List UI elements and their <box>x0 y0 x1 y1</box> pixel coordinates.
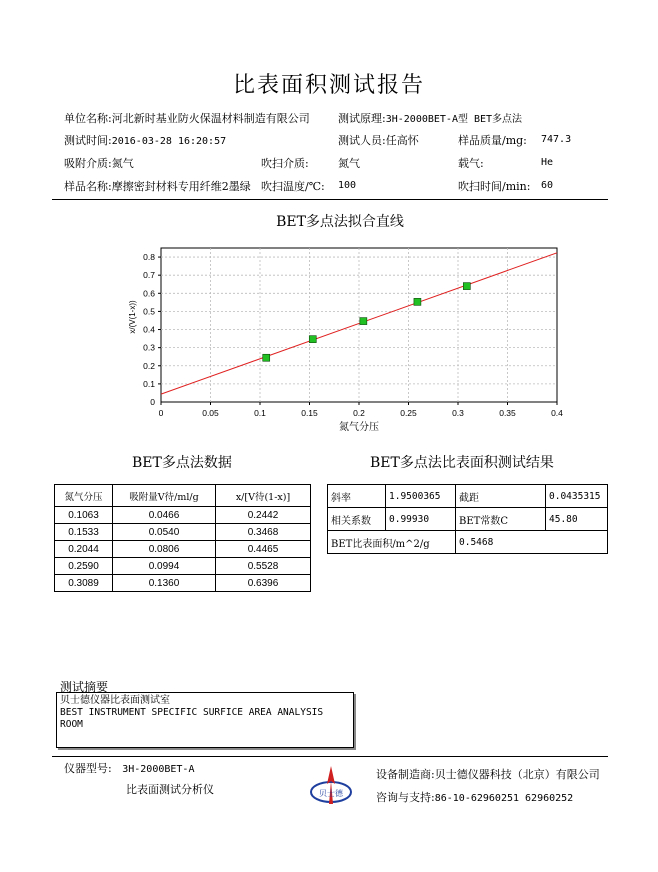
y-tick-label: 0 <box>150 397 155 407</box>
y-tick-label: 0.4 <box>143 324 155 335</box>
principle-label: 测试原理: <box>338 112 386 125</box>
instrument-name: 比表面测试分析仪 <box>126 783 214 796</box>
sample-row <box>64 178 251 194</box>
x-tick-label: 0.35 <box>499 408 516 418</box>
table-header-row <box>55 485 311 507</box>
data-point <box>463 283 470 290</box>
cell: 0.0540 <box>113 524 216 541</box>
cell: 0.0994 <box>113 558 216 575</box>
report-title: 比表面积测试报告 <box>232 73 425 98</box>
corr-value: 0.99930 <box>386 508 456 531</box>
mass-value: 747.3 <box>541 134 572 145</box>
maker-value: 贝士德仪器科技（北京）有限公司 <box>434 768 600 781</box>
area-label: BET比表面积/m^2/g <box>328 531 456 554</box>
y-axis-label: x/(V(1-x)) <box>128 300 137 334</box>
results-row <box>328 508 608 531</box>
operator-label: 测试人员: <box>338 134 386 147</box>
contact-value: 86-10-62960251 62960252 <box>434 793 574 804</box>
footer-divider <box>52 756 608 757</box>
header-divider <box>52 199 608 200</box>
maker-row <box>376 766 600 782</box>
adsorbate-label: 吸附介质: <box>64 157 112 170</box>
y-tick-label: 0.7 <box>143 270 155 281</box>
cell: 0.2044 <box>55 541 113 558</box>
cell: 0.0806 <box>113 541 216 558</box>
summary-label: 测试摘要 <box>60 680 109 694</box>
unit-row <box>64 110 310 126</box>
cell: 0.6396 <box>216 575 311 592</box>
results-table-title: BET多点法比表面积测试结果 <box>370 455 554 471</box>
company-logo-icon <box>308 764 354 810</box>
cell: 0.1360 <box>113 575 216 592</box>
table-row <box>55 575 311 592</box>
cell: 0.0466 <box>113 507 216 524</box>
cell: 0.1533 <box>55 524 113 541</box>
carrier-value: He <box>541 157 554 168</box>
data-point <box>309 336 316 343</box>
model-label: 仪器型号: <box>64 762 112 775</box>
results-row <box>328 531 608 554</box>
data-point <box>263 354 270 361</box>
principle-row <box>338 110 522 126</box>
sample-label: 样品名称: <box>64 180 112 193</box>
table-row <box>55 524 311 541</box>
data-table-title: BET多点法数据 <box>132 455 232 471</box>
y-tick-label: 0.6 <box>143 288 155 299</box>
operator-value: 任高怀 <box>385 134 419 147</box>
time-label: 测试时间: <box>64 134 112 147</box>
bet-data-table <box>54 484 311 592</box>
slope-label: 斜率 <box>328 485 386 508</box>
area-value: 0.5468 <box>456 531 608 554</box>
data-point <box>360 318 367 325</box>
x-tick-label: 0.05 <box>202 408 219 418</box>
bet-fit-chart <box>110 236 570 436</box>
x-axis-label: 氮气分压 <box>339 422 379 433</box>
summary-box <box>56 692 354 748</box>
time-value: 2016-03-28 16:20:57 <box>111 136 227 147</box>
c-label: BET常数C <box>456 508 546 531</box>
purge-time-value: 60 <box>541 180 554 191</box>
x-tick-label: 0.2 <box>353 408 365 418</box>
carrier-label: 载气: <box>458 157 484 170</box>
table-row <box>55 558 311 575</box>
chart-title: BET多点法拟合直线 <box>276 214 404 230</box>
purge-temp-label: 吹扫温度/℃: <box>261 180 325 193</box>
intercept-label: 截距 <box>456 485 546 508</box>
cell: 0.5528 <box>216 558 311 575</box>
purge-time-label: 吹扫时间/min: <box>458 180 531 193</box>
header-bet-value: x/[V待(1-x)] <box>216 485 311 507</box>
adsorbate-row <box>64 155 134 171</box>
cell: 0.2442 <box>216 507 311 524</box>
maker-label: 设备制造商: <box>376 768 435 781</box>
contact-label: 咨询与支持: <box>376 791 435 804</box>
logo-text: 贝士德 <box>319 789 343 798</box>
data-point <box>414 298 421 305</box>
time-row <box>64 132 226 148</box>
x-tick-label: 0.15 <box>301 408 318 418</box>
intercept-value: 0.0435315 <box>546 485 608 508</box>
slope-value: 1.9500365 <box>386 485 456 508</box>
cell: 0.3468 <box>216 524 311 541</box>
y-tick-label: 0.2 <box>143 360 155 371</box>
model-row <box>64 760 194 776</box>
summary-line-cn: 贝士德仪器比表面测试室 <box>60 695 170 706</box>
purge-temp-value: 100 <box>338 180 357 191</box>
results-row <box>328 485 608 508</box>
x-tick-label: 0 <box>158 408 164 418</box>
header-pressure: 氮气分压 <box>55 485 113 507</box>
cell: 0.2590 <box>55 558 113 575</box>
principle-value: 3H-2000BET-A型 BET多点法 <box>385 114 523 125</box>
table-row <box>55 507 311 524</box>
header-adsorption: 吸附量V待/ml/g <box>113 485 216 507</box>
y-tick-label: 0.8 <box>143 252 155 263</box>
summary-line-en: BEST INSTRUMENT SPECIFIC SURFICE AREA ANALYSIS ROOM <box>60 707 324 730</box>
y-tick-label: 0.1 <box>143 378 155 389</box>
adsorbate-value: 氮气 <box>111 157 134 170</box>
purge-medium-value: 氮气 <box>338 157 360 170</box>
purge-medium-label: 吹扫介质: <box>261 157 309 170</box>
mass-label: 样品质量/mg: <box>458 134 527 147</box>
sample-value: 摩擦密封材料专用纤维2墨绿 <box>111 180 251 193</box>
x-tick-label: 0.4 <box>551 408 563 418</box>
corr-label: 相关系数 <box>328 508 386 531</box>
x-tick-label: 0.3 <box>452 408 464 418</box>
x-tick-label: 0.1 <box>254 408 266 418</box>
unit-value: 河北新时基业防火保温材料制造有限公司 <box>111 112 310 125</box>
table-row <box>55 541 311 558</box>
operator-row <box>338 132 419 148</box>
y-tick-label: 0.5 <box>143 306 155 317</box>
x-tick-label: 0.25 <box>400 408 417 418</box>
cell: 0.1063 <box>55 507 113 524</box>
model-value: 3H-2000BET-A <box>122 764 195 775</box>
c-value: 45.80 <box>546 508 608 531</box>
unit-label: 单位名称: <box>64 112 112 125</box>
contact-row <box>376 789 573 805</box>
cell: 0.3089 <box>55 575 113 592</box>
bet-results-table <box>327 484 608 554</box>
cell: 0.4465 <box>216 541 311 558</box>
y-tick-label: 0.3 <box>143 342 155 353</box>
